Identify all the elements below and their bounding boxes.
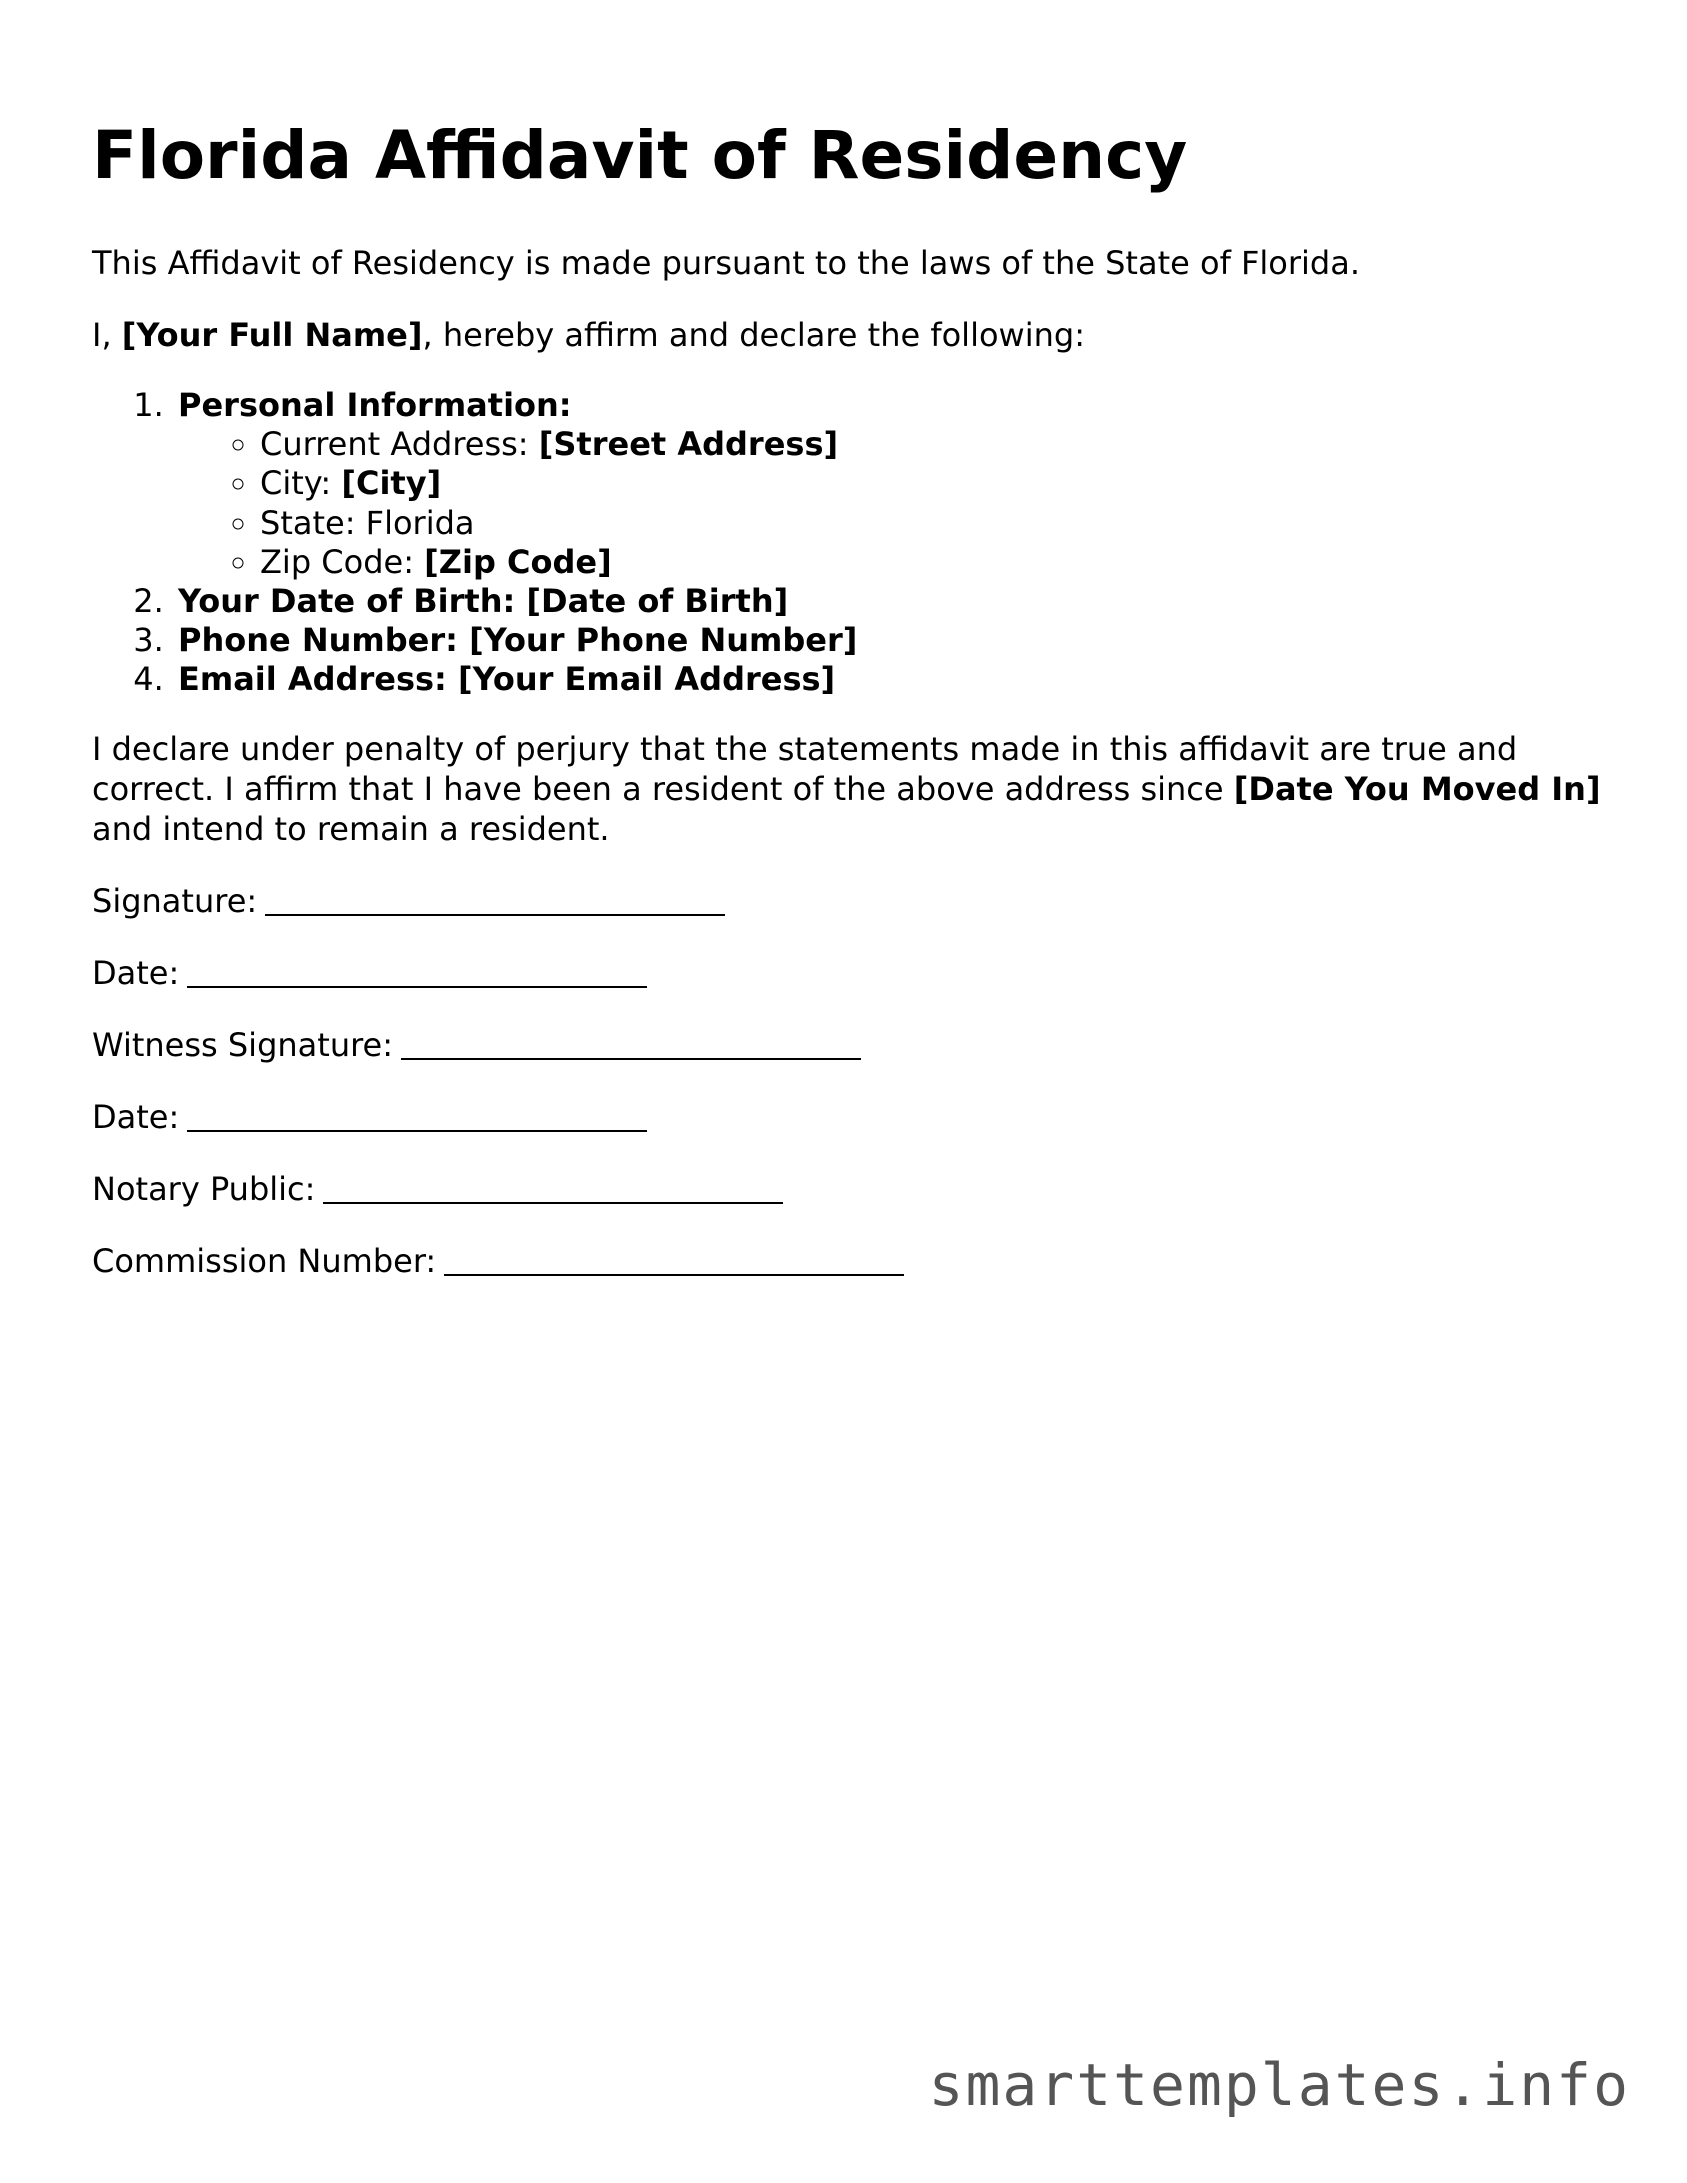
city-placeholder: [City] <box>341 464 442 503</box>
signature-line[interactable] <box>265 884 725 916</box>
personal-info-label: Personal Information: <box>178 386 572 424</box>
sublist-item-address <box>260 425 857 464</box>
affirm-prefix: I, <box>92 316 122 354</box>
date-row-1 <box>92 952 647 993</box>
notary-public-line[interactable] <box>323 1172 783 1204</box>
list-item-email <box>174 660 857 699</box>
witness-signature-row <box>92 1024 861 1065</box>
date-of-birth-text: Your Date of Birth: [Date of Birth] <box>178 582 789 621</box>
zip-label: Zip Code: <box>260 542 425 581</box>
affirm-suffix: , hereby affirm and declare the following: <box>422 316 1085 354</box>
list-item-phone <box>174 621 857 660</box>
signature-row <box>92 880 725 921</box>
date-line-2[interactable] <box>187 1100 647 1132</box>
watermark-text: smarttemplates.info <box>928 2051 1630 2119</box>
list-item-personal-info <box>174 386 857 582</box>
phone-number-text: Phone Number: [Your Phone Number] <box>178 621 858 660</box>
notary-public-label: Notary Public: <box>92 1170 316 1208</box>
date-label-1: Date: <box>92 954 180 992</box>
affirm-paragraph <box>92 315 1085 355</box>
declaration-list <box>92 386 857 700</box>
date-row-2 <box>92 1096 647 1137</box>
declaration-text-1: I declare under penalty of perjury that the statements made in this affidavit are true and correct. I affirm that I have been a resident of the above address since <box>92 730 1518 808</box>
address-label: Current Address: <box>260 425 539 464</box>
sublist-item-state <box>260 504 857 543</box>
intro-paragraph <box>92 243 1360 283</box>
commission-number-label: Commission Number: <box>92 1242 437 1280</box>
date-line-1[interactable] <box>187 956 647 988</box>
declaration-text-2: and intend to remain a resident. <box>92 810 610 848</box>
document-title: Florida Affidavit of Residency <box>92 117 1188 194</box>
declaration-paragraph <box>92 729 1602 849</box>
intro-text: This Affidavit of Residency is made pursuant to the laws of the State of Florida. <box>92 244 1361 282</box>
list-item-date-of-birth <box>174 582 857 621</box>
email-address-text: Email Address: [Your Email Address] <box>178 660 836 699</box>
commission-number-line[interactable] <box>444 1244 904 1276</box>
sublist-item-zip <box>260 543 857 582</box>
street-address-placeholder: [Street Address] <box>538 425 839 464</box>
date-label-2: Date: <box>92 1098 180 1136</box>
witness-signature-label: Witness Signature: <box>92 1026 394 1064</box>
zip-code-placeholder: [Zip Code] <box>424 542 612 581</box>
witness-signature-line[interactable] <box>401 1028 861 1060</box>
personal-info-sublist <box>178 425 857 582</box>
commission-number-row <box>92 1240 904 1281</box>
sublist-item-city <box>260 464 857 503</box>
date-moved-in-placeholder: [Date You Moved In] <box>1233 770 1601 808</box>
signature-label: Signature: <box>92 882 258 920</box>
state-label: State: Florida <box>260 503 475 542</box>
full-name-placeholder: [Your Full Name] <box>121 316 423 354</box>
city-label: City: <box>260 464 342 503</box>
notary-public-row <box>92 1168 783 1209</box>
